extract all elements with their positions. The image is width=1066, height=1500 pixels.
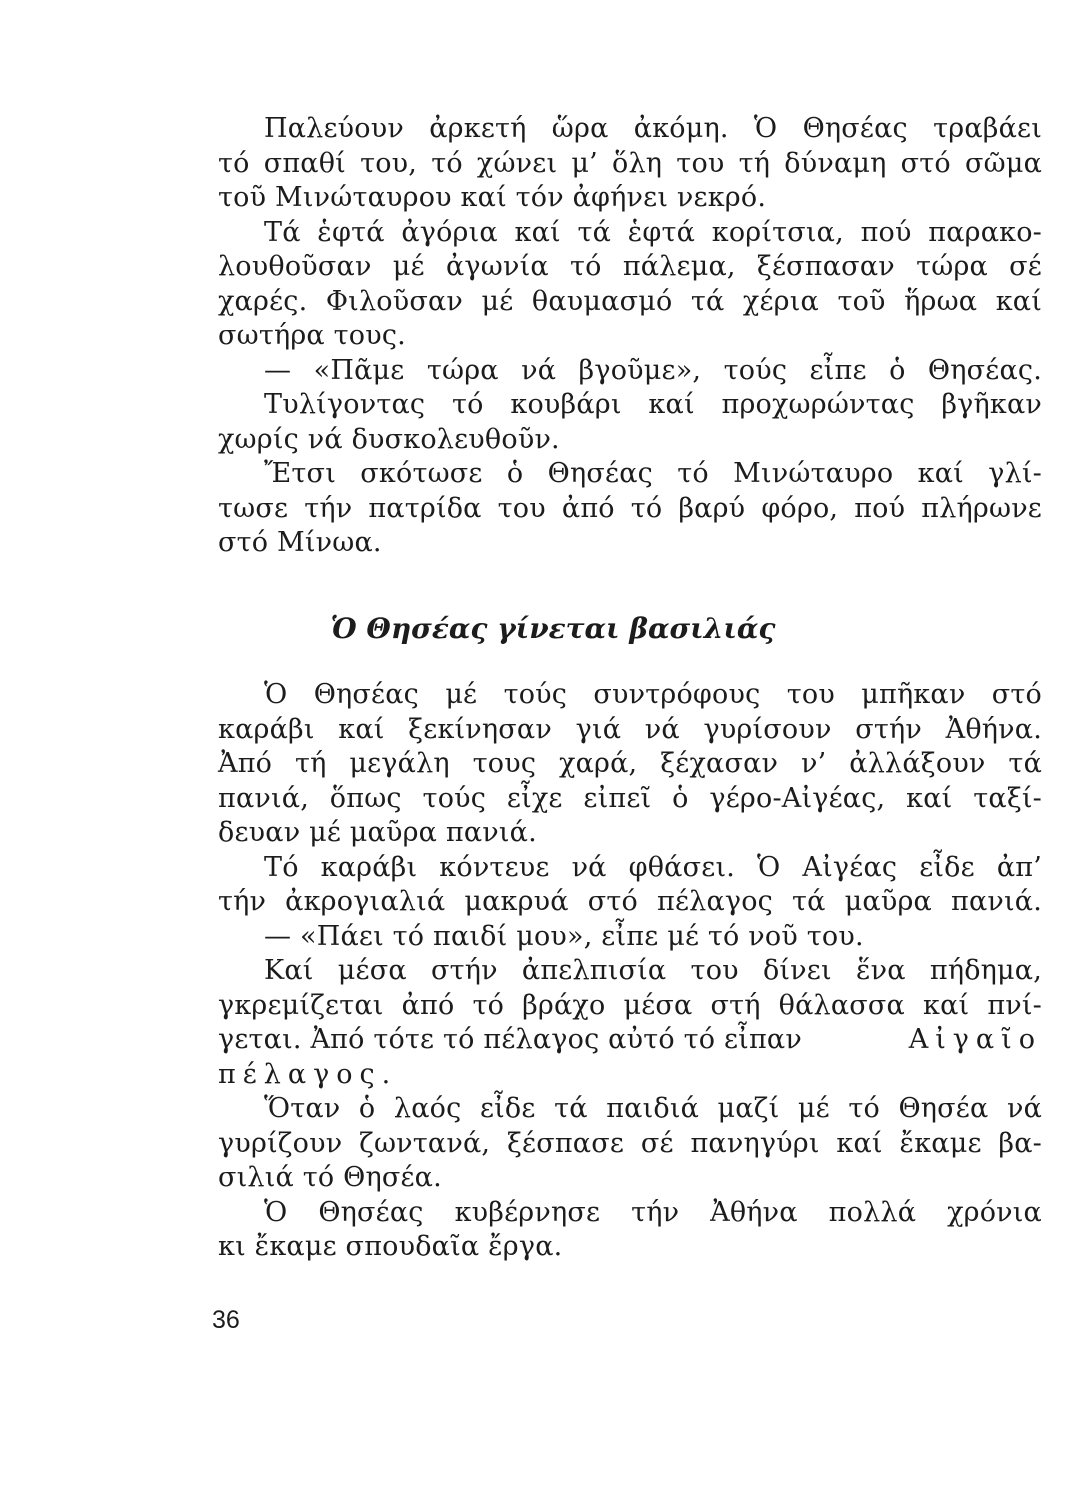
text-line: Ἔτσι σκότωσε ὁ Θησέας τό Μινώταυρο καί γλί-: [264, 458, 1042, 489]
text-line: χαρές. Φιλοῦσαν μέ θαυμασμό τά χέρια τοῦ ἥρωα καί: [218, 285, 1042, 317]
section-heading: Ὁ Θησέας γίνεται βασιλιάς: [330, 612, 776, 645]
text-line-main: γεται. Ἀπό τότε τό πέλαγος αὐτό τό εἶπαν: [218, 1024, 802, 1055]
text-line: κι ἔκαμε σπουδαῖα ἔργα.: [218, 1231, 563, 1262]
text-line: Καί μέσα στήν ἀπελπισία του δίνει ἕνα πήδημα,: [264, 955, 1042, 986]
text-line: σιλιά τό Θησέα.: [218, 1162, 442, 1193]
text-line: Παλεύουν ἀρκετή ὥρα ἀκόμη. Ὁ Θησέας τραβάει: [264, 113, 1042, 144]
text-line: πανιά, ὅπως τούς εἶχε εἰπεῖ ὁ γέρο-Αἰγέας, καί ταξί-: [218, 782, 1042, 814]
text-line: στό Μίνωα.: [218, 527, 382, 558]
text-line: χωρίς νά δυσκολευθοῦν.: [218, 423, 560, 455]
text-line: Ἀπό τή μεγάλη τους χαρά, ξέχασαν ν’ ἀλλάξουν τά: [218, 748, 1042, 779]
text-line: γυρίζουν ζωντανά, ξέσπασε σέ πανηγύρι καί ἔκαμε βα-: [218, 1127, 1042, 1159]
text-line: τό σπαθί του, τό χώνει μ’ ὅλη του τή δύναμη στό σῶμα: [218, 147, 1042, 179]
text-line: Τυλίγοντας τό κουβάρι καί προχωρώντας βγῆκαν: [264, 389, 1042, 420]
text-line: σωτήρα τους.: [218, 320, 406, 351]
text-line: τήν ἀκρογιαλιά μακρυά στό πέλαγος τά μαῦρα πανιά.: [218, 886, 1042, 917]
text-line: Ὁ Θησέας κυβέρνησε τήν Ἀθήνα πολλά χρόνια: [264, 1196, 1042, 1228]
page-number: 36: [212, 1306, 240, 1334]
text-line: Ὁ Θησέας μέ τούς συντρόφους του μπῆκαν στό: [264, 679, 1042, 710]
text-line: — «Πᾶμε τώρα νά βγοῦμε», τούς εἶπε ὁ Θησέας.: [264, 354, 1042, 386]
text-line: [218, 1023, 1042, 1058]
text-line: Ὅταν ὁ λαός εἶδε τά παιδιά μαζί μέ τό Θησέα νά: [264, 1093, 1042, 1124]
text-line: λουθοῦσαν μέ ἀγωνία τό πάλεμα, ξέσπασαν τώρα σέ: [218, 251, 1042, 282]
text-line: δευαν μέ μαῦρα πανιά.: [218, 817, 537, 848]
text-line: τωσε τήν πατρίδα του ἀπό τό βαρύ φόρο, πού πλήρωνε: [218, 492, 1042, 524]
story-text-part-1: [218, 112, 1042, 561]
text-line: τοῦ Μινώταυρου καί τόν ἀφήνει νεκρό.: [218, 182, 767, 213]
story-text-part-2: [218, 678, 1042, 1265]
text-line: Τό καράβι κόντευε νά φθάσει. Ὁ Αἰγέας εἶδε ἀπ’: [264, 851, 1042, 883]
text-line: Τά ἑφτά ἀγόρια καί τά ἑφτά κορίτσια, πού παρακο-: [264, 216, 1042, 248]
text-line: γκρεμίζεται ἀπό τό βράχο μέσα στή θάλασσα καί πνί-: [218, 989, 1042, 1021]
emphasized-word: πέλαγος.: [218, 1058, 398, 1090]
text-line: — «Πάει τό παιδί μου», εἶπε μέ τό νοῦ του.: [264, 920, 864, 952]
text-line: καράβι καί ξεκίνησαν γιά νά γυρίσουν στήν Ἀθήνα.: [218, 713, 1042, 745]
emphasized-word: Αἰγαῖο: [908, 1024, 1042, 1055]
